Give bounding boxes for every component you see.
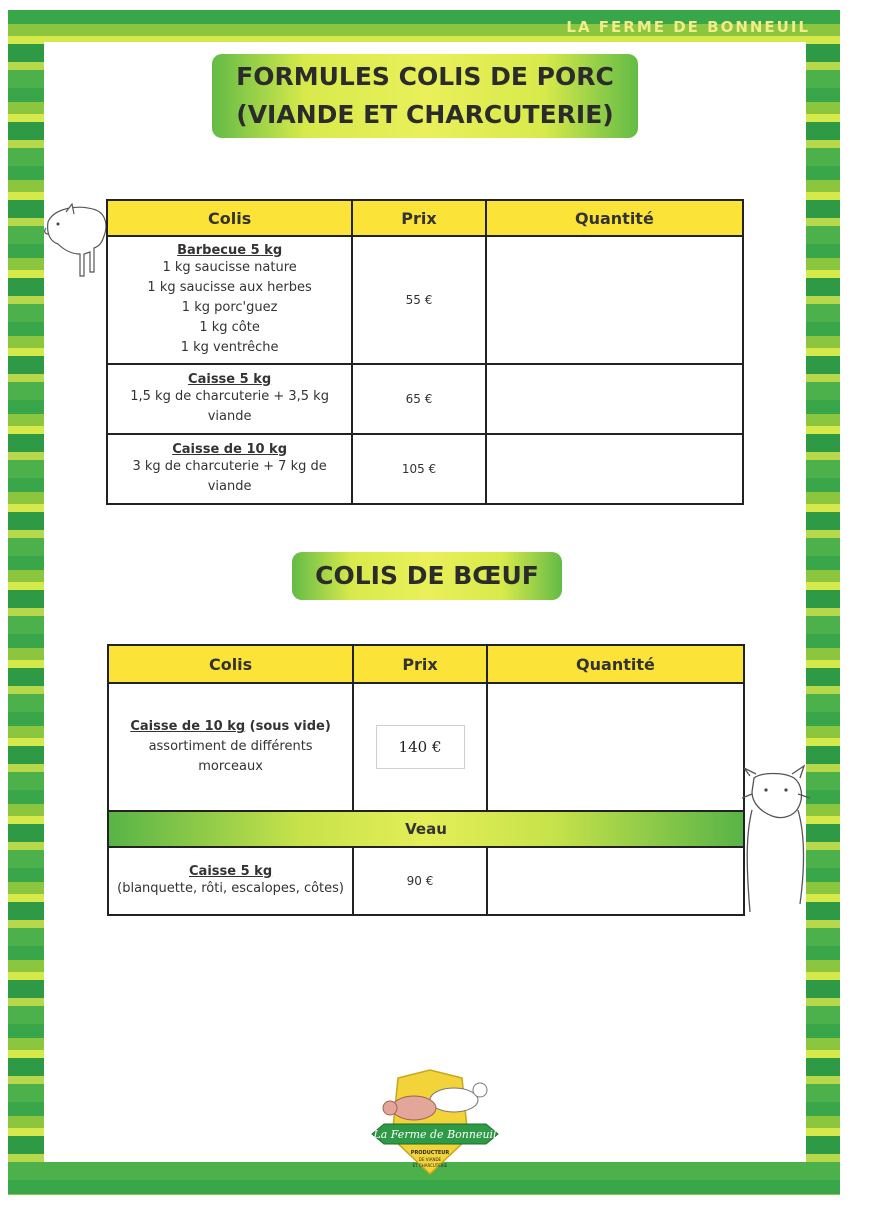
item-desc: 1 kg ventrêche	[180, 339, 279, 355]
price-cell: 90 €	[353, 847, 487, 915]
item-title	[113, 717, 348, 737]
colis-cell	[107, 434, 352, 504]
quantity-cell[interactable]	[487, 683, 744, 811]
quantity-cell[interactable]	[486, 236, 743, 364]
logo-sub3: ET CHARCUTERIE	[412, 1163, 448, 1168]
quantity-cell[interactable]	[486, 434, 743, 504]
price-cell: 105 €	[352, 434, 486, 504]
pig-icon	[44, 202, 110, 278]
item-desc: 1 kg côte	[199, 319, 260, 335]
item-suffix: (sous vide)	[245, 719, 331, 734]
price-cell: 55 €	[352, 236, 486, 364]
quantity-cell[interactable]	[486, 364, 743, 434]
item-desc: (blanquette, rôti, escalopes, côtes)	[117, 880, 344, 896]
item-desc: 1,5 kg de charcuterie + 3,5 kg	[130, 388, 329, 404]
item-name: Barbecue 5 kg	[177, 242, 283, 258]
pork-title	[212, 54, 638, 138]
colis-cell	[107, 364, 352, 434]
item-name: Caisse de 10 kg	[130, 719, 246, 734]
pork-title-line2: (VIANDE ET CHARCUTERIE)	[236, 100, 614, 129]
item-desc: viande	[207, 478, 252, 494]
beef-title: COLIS DE BŒUF	[292, 552, 562, 600]
pork-title-line1: FORMULES COLIS DE PORC	[236, 62, 614, 91]
item-desc: 3 kg de charcuterie + 7 kg de	[132, 458, 327, 474]
item-desc: 1 kg saucisse nature	[162, 259, 297, 275]
item-desc: morceaux	[198, 759, 263, 774]
table-row	[107, 434, 743, 504]
table-row	[108, 683, 744, 811]
pork-table	[106, 199, 744, 505]
brand-header: LA FERME DE BONNEUIL	[566, 18, 810, 36]
beef-table-header	[108, 645, 744, 683]
header-colis: Colis	[108, 645, 353, 683]
cow-icon	[742, 764, 812, 914]
colis-cell	[108, 683, 353, 811]
item-name: Caisse 5 kg	[189, 863, 273, 879]
quantity-cell[interactable]	[487, 847, 744, 915]
price-cell: 65 €	[352, 364, 486, 434]
item-desc: viande	[207, 408, 252, 424]
beef-table	[107, 644, 745, 916]
logo-script: La Ferme de Bonneuil	[373, 1128, 497, 1141]
table-row	[108, 847, 744, 915]
table-row	[107, 236, 743, 364]
table-row	[107, 364, 743, 434]
price-cell	[353, 683, 487, 811]
farm-logo-icon	[368, 1068, 502, 1176]
item-name: Caisse 5 kg	[188, 371, 272, 387]
veau-section-row	[108, 811, 744, 847]
header-quantite: Quantité	[486, 200, 743, 236]
item-desc: assortiment de différents	[148, 739, 313, 754]
logo-sub2: DE VIANDE	[418, 1157, 442, 1162]
header-prix: Prix	[352, 200, 486, 236]
colis-cell	[108, 847, 353, 915]
price-box: 140 €	[376, 725, 465, 769]
item-desc: 1 kg saucisse aux herbes	[147, 279, 312, 295]
item-name: Caisse de 10 kg	[172, 441, 288, 457]
pork-table-header	[107, 200, 743, 236]
logo-sub1: PRODUCTEUR	[410, 1150, 450, 1156]
veau-label: Veau	[108, 811, 744, 847]
colis-cell	[107, 236, 352, 364]
header-quantite: Quantité	[487, 645, 744, 683]
header-colis: Colis	[107, 200, 352, 236]
header-prix: Prix	[353, 645, 487, 683]
item-desc: 1 kg porc'guez	[181, 299, 278, 315]
